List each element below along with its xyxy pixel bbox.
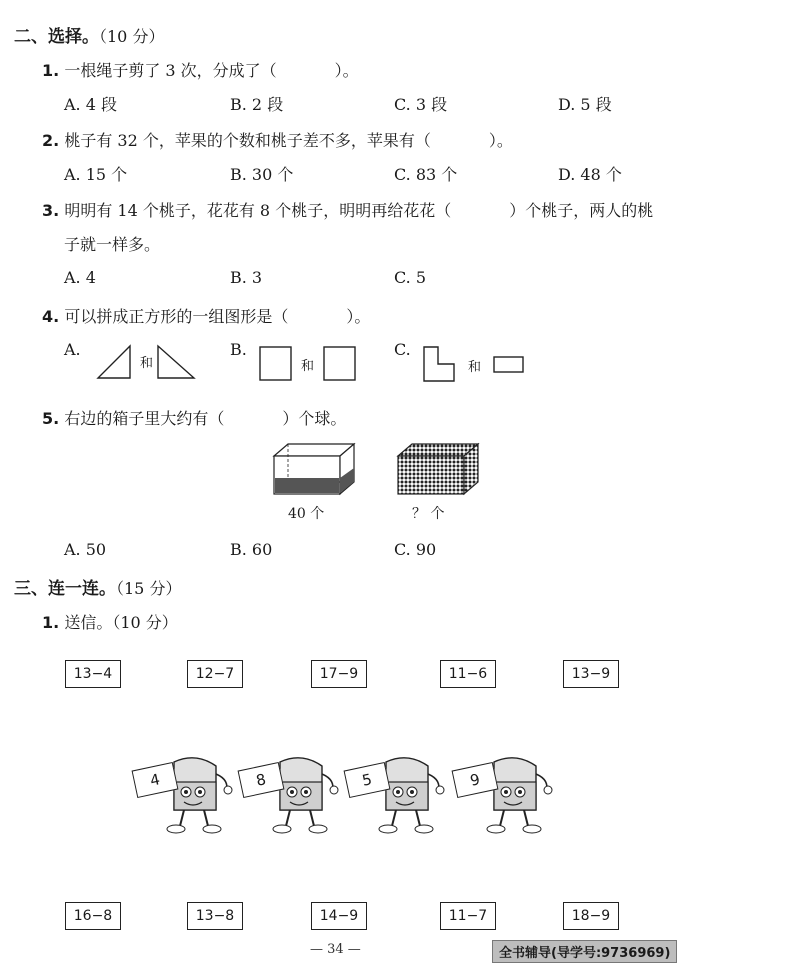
q1-option-b[interactable]: B. 2 段 (230, 95, 284, 114)
question-text-end: ）个球。 (282, 409, 347, 428)
box-label-40: 40 个 (288, 506, 325, 522)
question-1 (42, 58, 359, 81)
q3-option-a[interactable]: A. 4 (64, 268, 96, 287)
letter-card: 5 (344, 762, 391, 798)
question-5 (42, 406, 346, 429)
question-text: 送信。（10 分） (64, 613, 178, 632)
q2-option-d[interactable]: D. 48 个 (558, 165, 622, 184)
question-text-end: ）。 (334, 61, 359, 80)
question-3 (42, 198, 653, 221)
and-word: 和 (468, 360, 482, 375)
q1-option-c[interactable]: C. 3 段 (394, 95, 448, 114)
letter-card: 8 (238, 762, 285, 798)
section-title: 二、选择。 (14, 27, 99, 47)
q5-option-b[interactable]: B. 60 (230, 540, 273, 559)
question-text: 可以拼成正方形的一组图形是（ (64, 307, 289, 326)
question-text: 右边的箱子里大约有（ (64, 409, 225, 428)
box-40-balls (268, 440, 360, 500)
top-expression-box[interactable]: 13−9 (563, 660, 619, 688)
q1-option-d[interactable]: D. 5 段 (558, 95, 612, 114)
q2-option-a[interactable]: A. 15 个 (64, 165, 128, 184)
question-text: 一根绳子剪了 3 次，分成了（ (64, 61, 277, 80)
section-title: 三、连一连。 (14, 579, 116, 599)
question-number: 1. (42, 613, 60, 632)
question-number: 2. (42, 131, 60, 150)
question-text-end: ）。 (488, 131, 513, 150)
q4-option-b-letter[interactable]: B. (230, 340, 247, 359)
top-expression-box[interactable]: 17−9 (311, 660, 367, 688)
square-shape-left (260, 347, 291, 380)
and-word: 和 (301, 359, 315, 374)
mailbox-character[interactable] (342, 752, 452, 836)
page-number: — 34 — (310, 942, 361, 957)
section-3-heading (14, 574, 181, 599)
box-full-balls (392, 440, 484, 500)
question-text: 桃子有 32 个，苹果的个数和桃子差不多，苹果有（ (64, 131, 431, 150)
rectangle-shape (494, 357, 523, 372)
section-2-heading (14, 22, 164, 47)
q5-option-c[interactable]: C. 90 (394, 540, 437, 559)
box-label-unknown: ？ 个 (412, 506, 445, 522)
bottom-expression-box[interactable]: 18−9 (563, 902, 619, 930)
q3-option-c[interactable]: C. 5 (394, 268, 427, 287)
bottom-expression-box[interactable]: 16−8 (65, 902, 121, 930)
question-number: 3. (42, 201, 60, 220)
letter-card: 4 (132, 762, 179, 798)
and-word: 和 (140, 356, 154, 371)
footer-guide-tag: 全书辅导(导学号:9736969) (492, 940, 677, 963)
q3-option-b[interactable]: B. 3 (230, 268, 263, 287)
mailbox-character[interactable] (236, 752, 346, 836)
q2-option-b[interactable]: B. 30 个 (230, 165, 294, 184)
section-points: （15 分） (116, 579, 182, 598)
bottom-expression-box[interactable]: 13−8 (187, 902, 243, 930)
question-number: 5. (42, 409, 60, 428)
square-shape-right (324, 347, 355, 380)
bottom-expression-box[interactable]: 11−7 (440, 902, 496, 930)
mailbox-character[interactable] (130, 752, 240, 836)
question-text-end: ）个桃子，两人的桃 (509, 201, 654, 220)
triangle-shape-left (98, 346, 130, 378)
question-number: 4. (42, 307, 60, 326)
question-text-end: ）。 (346, 307, 371, 326)
q1-option-a[interactable]: A. 4 段 (64, 95, 117, 114)
mailbox-character[interactable] (450, 752, 560, 836)
letter-card: 9 (452, 762, 499, 798)
question-2 (42, 128, 513, 151)
top-expression-box[interactable]: 12−7 (187, 660, 243, 688)
bottom-expression-box[interactable]: 14−9 (311, 902, 367, 930)
triangle-shape-right (158, 346, 194, 378)
question-4 (42, 304, 370, 327)
question-text: 明明有 14 个桃子，花花有 8 个桃子，明明再给花花（ (64, 201, 452, 220)
question-number: 1. (42, 61, 60, 80)
q2-option-c[interactable]: C. 83 个 (394, 165, 458, 184)
top-expression-box[interactable]: 13−4 (65, 660, 121, 688)
question-3-line2: 子就一样多。 (64, 235, 161, 254)
question-3-1 (42, 610, 178, 633)
top-expression-box[interactable]: 11−6 (440, 660, 496, 688)
q5-option-a[interactable]: A. 50 (64, 540, 107, 559)
q4-option-c-letter[interactable]: C. (394, 340, 411, 359)
l-shape (424, 347, 454, 381)
section-points: （10 分） (99, 27, 165, 46)
q4-option-a-letter[interactable]: A. (64, 340, 81, 359)
